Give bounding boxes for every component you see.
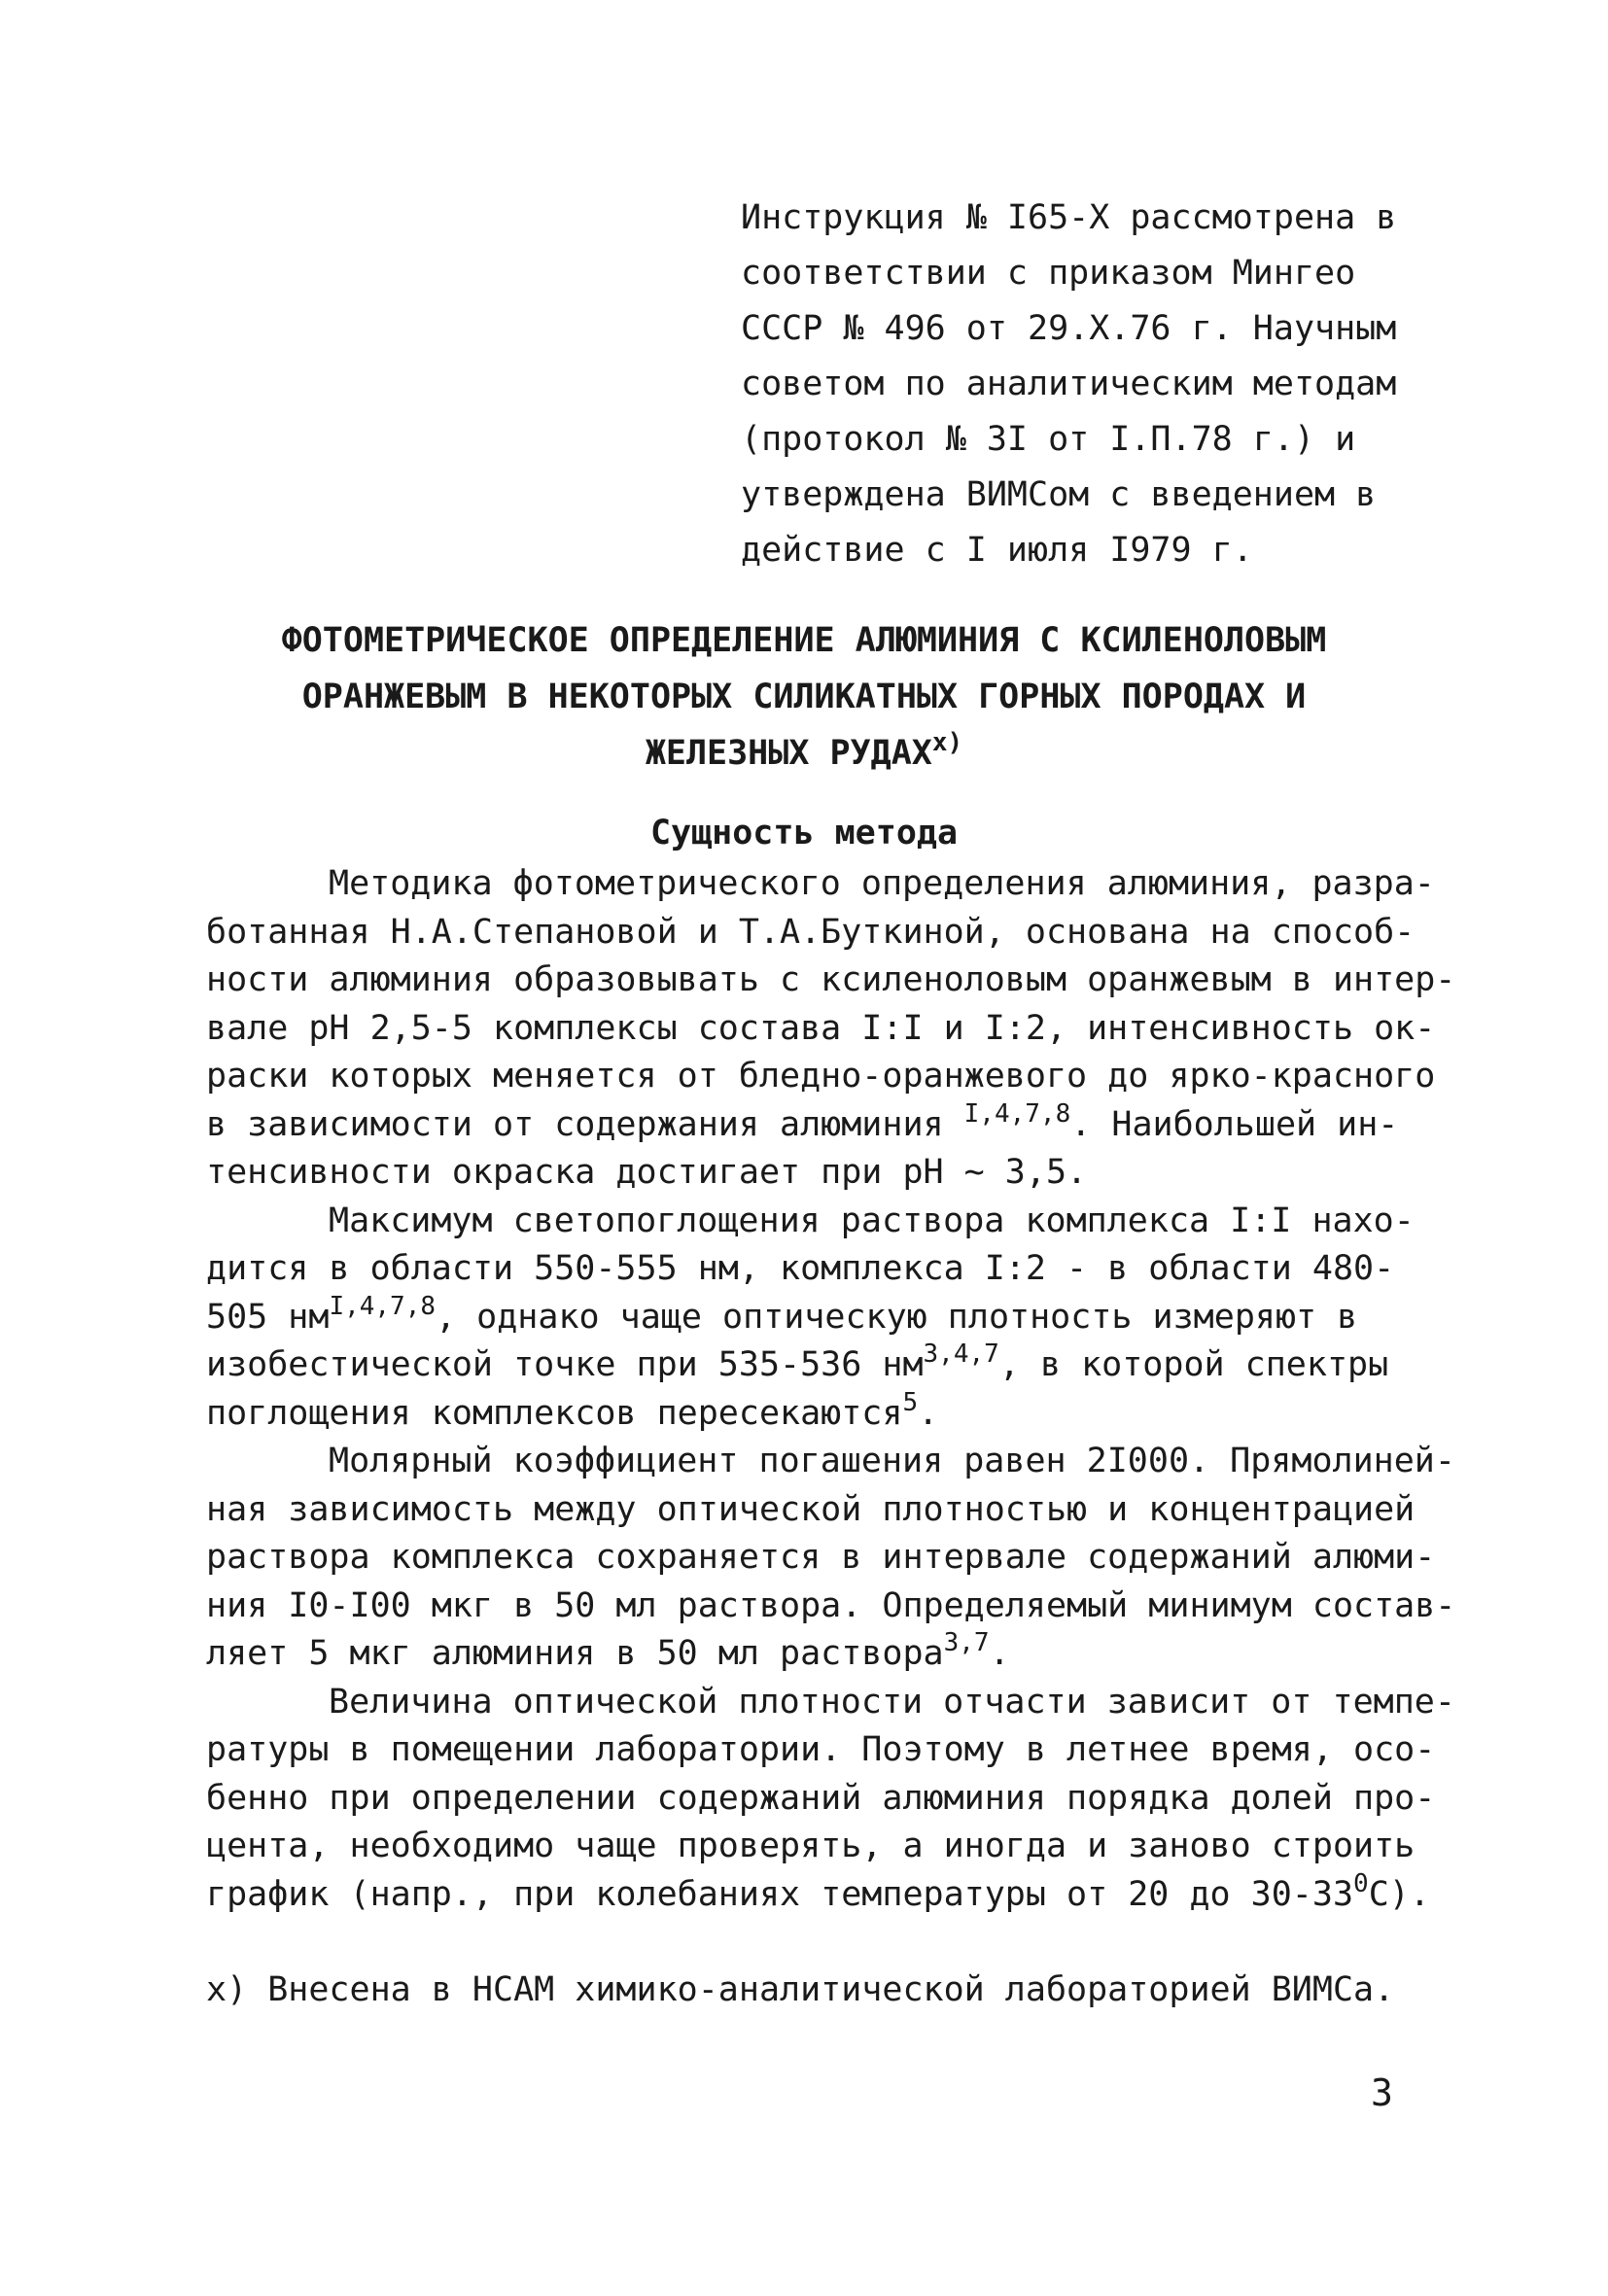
footnote: х) Внесена в НСАМ химико-аналитической лабораторией ВИМСа. [206, 1970, 1395, 2009]
section-heading: Сущность метода [649, 814, 959, 852]
p2-line-2: дится в области 550-555 нм, комплекса I:2 - в области 480- [206, 1249, 1395, 1288]
p1-line-6 [206, 1098, 1431, 1150]
p2-line-1: Максимум светопоглощения раствора комплекса I:I нахо- [329, 1200, 1415, 1240]
p2-line-5 [206, 1387, 1431, 1439]
p1-line-1: Методика фотометрического определения алюминия, разра- [329, 864, 1435, 903]
approval-note [741, 191, 1421, 578]
p4-line-5-a: график (напр., при колебаниях температуры от 20 до 30-33 [206, 1874, 1354, 1914]
approval-line-3: СССР № 496 от 29.Х.76 г. Научным [741, 309, 1397, 348]
title-line-3 [194, 725, 1414, 782]
title-line-1: ФОТОМЕТРИЧЕСКОЕ ОПРЕДЕЛЕНИЕ АЛЮМИНИЯ С КСИЛЕНОЛОВЫМ [281, 621, 1327, 660]
p2-line-4-a: изобестической точке при 535-536 нм [206, 1345, 924, 1384]
approval-line-1: Инструкция № I65-Х рассмотрена в [741, 198, 1397, 237]
p2-line-5-b: . [918, 1393, 939, 1433]
p4-line-5-b: С). [1368, 1874, 1430, 1914]
approval-line-4: советом по аналитическим методам [741, 365, 1397, 403]
title-footnote-mark: х) [931, 728, 963, 757]
p2-line-5-a: поглощения комплексов пересекаются [206, 1393, 903, 1433]
degree-mark: 0 [1353, 1868, 1369, 1898]
p3-reference: 3,7 [943, 1628, 990, 1657]
p1-line-6-a: в зависимости от содержания алюминия [206, 1104, 964, 1144]
p4-line-2: ратуры в помещении лаборатории. Поэтому в летнее время, осо- [206, 1730, 1436, 1769]
document-title [194, 612, 1414, 782]
p2-reference-3: 5 [902, 1387, 919, 1417]
p2-line-3-b: , однако чаще оптическую плотность измеряют в [436, 1297, 1358, 1337]
body-text [206, 860, 1456, 1919]
p2-reference-1: I,4,7,8 [329, 1291, 437, 1321]
p2-line-3-a: 505 нм [206, 1297, 330, 1337]
title-line-3-text: ЖЕЛЕЗНЫХ РУДАХ [645, 734, 932, 773]
title-line-2: ОРАНЖЕВЫМ В НЕКОТОРЫХ СИЛИКАТНЫХ ГОРНЫХ ПОРОДАХ И [301, 678, 1307, 716]
p4-line-5 [206, 1868, 1431, 1920]
p3-line-5-a: ляет 5 мкг алюминия в 50 мл раствора [206, 1634, 944, 1673]
p2-line-4-b: , в которой спектры [998, 1345, 1389, 1384]
p3-line-5 [206, 1630, 1431, 1679]
p3-line-4: ния I0-I00 мкг в 50 мл раствора. Определяемый минимум состав- [206, 1585, 1456, 1625]
p3-line-2: ная зависимость между оптической плотностью и концентрацией [206, 1489, 1416, 1529]
p3-line-5-b: . [989, 1634, 1010, 1673]
p2-line-3 [206, 1291, 1431, 1342]
p1-line-3: ности алюминия образовывать с ксиленоловым оранжевым в интер- [206, 960, 1456, 999]
p1-line-7: тенсивности окраска достигает при рН ~ 3,5. [206, 1153, 1088, 1192]
approval-line-2: соответствии с приказом Мингео [741, 254, 1356, 293]
p2-line-4 [206, 1341, 1431, 1390]
p2-reference-2: 3,4,7 [923, 1339, 999, 1369]
p4-line-4: цента, необходимо чаще проверять, а иногда и заново строить [206, 1826, 1416, 1865]
p1-line-5: раски которых меняется от бледно-оранжевого до ярко-красного [206, 1057, 1436, 1096]
p1-reference: I,4,7,8 [963, 1098, 1071, 1129]
approval-line-5: (протокол № 3I от I.П.78 г.) и [741, 420, 1356, 459]
p3-line-3: раствора комплекса сохраняется в интервале содержаний алюми- [206, 1538, 1436, 1577]
p1-line-6-b: . Наибольшей ин- [1070, 1104, 1399, 1144]
p4-line-1: Величина оптической плотности отчасти зависит от темпе- [329, 1682, 1455, 1722]
p3-line-1: Молярный коэффициент погашения равен 2I000. Прямолиней- [329, 1442, 1455, 1480]
approval-line-6: утверждена ВИМСом с введением в [741, 475, 1377, 514]
page-number: 3 [1371, 2071, 1393, 2114]
p1-line-2: ботанная Н.А.Степановой и Т.А.Буткиной, основана на способ- [206, 912, 1416, 952]
p1-line-4: вале рН 2,5-5 комплексы состава I:I и I:2, интенсивность ок- [206, 1008, 1436, 1048]
p4-line-3: бенно при определении содержаний алюминия порядка долей про- [206, 1778, 1436, 1818]
approval-line-7: действие с I июля I979 г. [741, 531, 1253, 570]
